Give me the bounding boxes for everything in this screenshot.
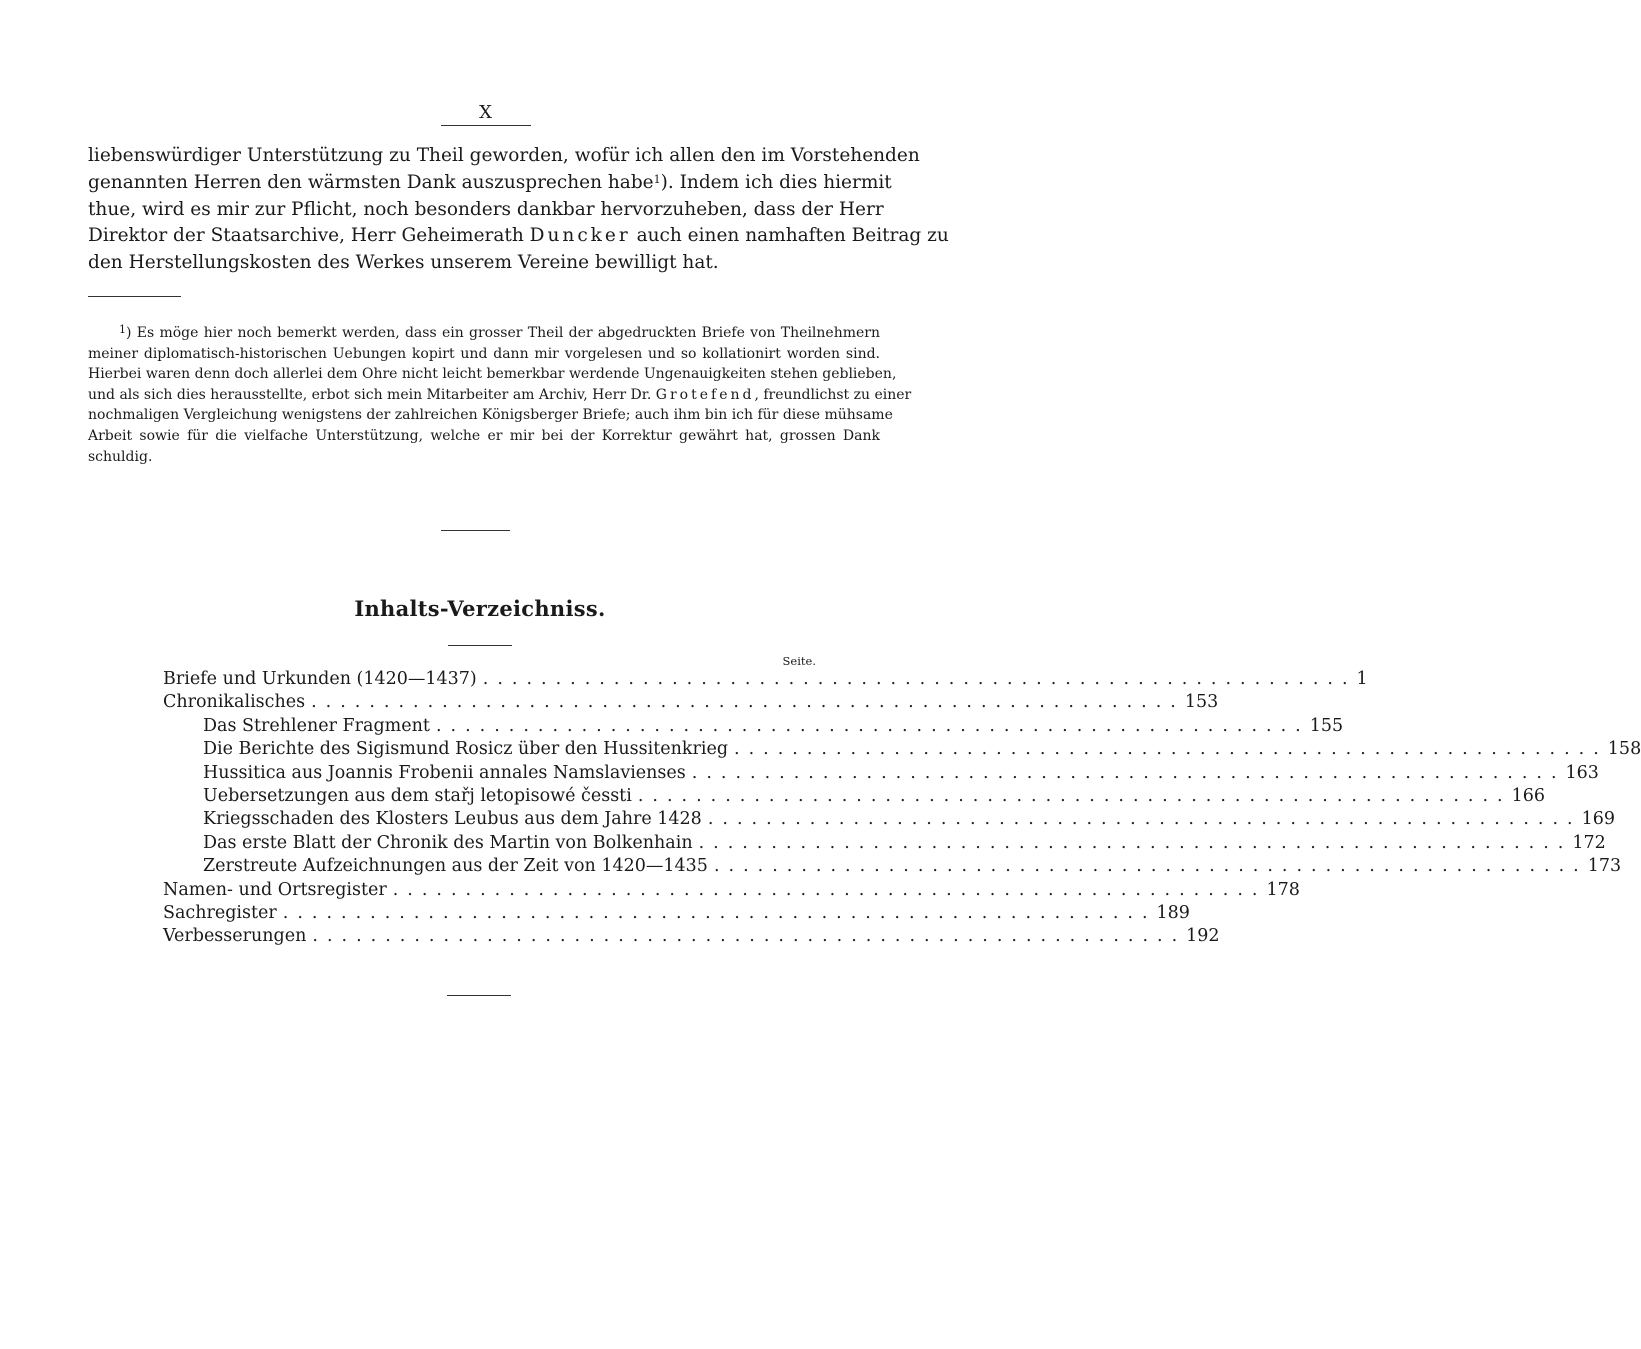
leader-dots: ............................................................ bbox=[312, 926, 1187, 947]
footnote-line: und als sich dies herausstellte, erbot sich mein Mitarbeiter am Archiv, Herr Dr. Grotefend, freundlichst zu einer bbox=[88, 386, 912, 403]
footnote-line: nochmaligen Vergleichung wenigstens der zahlreichen Königsberger Briefe; auch ihm bin ich für diese mühsame bbox=[88, 407, 893, 424]
leader-dots: ............................................................ bbox=[282, 902, 1157, 923]
leader-dots: ............................................................ bbox=[698, 832, 1573, 853]
toc-subentry[interactable]: Hussitica aus Joannis Frobenii annales Namslavienses ............................................................ 163 bbox=[163, 762, 815, 785]
footnote-reference[interactable]: 1 bbox=[653, 172, 661, 186]
closing-divider bbox=[447, 995, 511, 996]
toc-title-rule bbox=[448, 645, 512, 646]
leader-dots: ............................................................ bbox=[435, 715, 1310, 736]
leader-dots: ............................................................ bbox=[482, 669, 1357, 689]
toc-subentry[interactable]: Das erste Blatt der Chronik des Martin von Bolkenhain ............................................................ 172 bbox=[163, 832, 815, 855]
leader-dots: ............................................................ bbox=[637, 785, 1512, 806]
leader-dots: ............................................................ bbox=[734, 739, 1608, 760]
toc-entry[interactable]: Verbesserungen ............................................................ 192 bbox=[163, 925, 815, 948]
toc-entry[interactable]: Briefe und Urkunden (1420—1437) ............................................................ 1 bbox=[163, 668, 815, 691]
page-column-label: Seite. bbox=[782, 654, 816, 668]
toc-subentry[interactable]: Das Strehlener Fragment ............................................................ 155 bbox=[163, 715, 815, 738]
footnote-line: $^1$) Es möge hier noch bemerkt werden, dass ein grosser Theil der abgedruckten Briefe von Theilnehmern bbox=[119, 323, 880, 341]
page-number: X bbox=[479, 102, 493, 123]
footnote bbox=[88, 323, 912, 467]
leader-dots: ............................................................ bbox=[311, 692, 1185, 713]
table-of-contents bbox=[163, 668, 1641, 949]
body-line: thue, wird es mir zur Pflicht, noch besonders dankbar hervorzuheben, dass der Herr bbox=[88, 198, 884, 220]
header-rule bbox=[441, 125, 531, 126]
body-line: den Herstellungskosten des Werkes unserem Vereine bewilligt hat. bbox=[88, 252, 719, 274]
footnote-marker: 1 bbox=[119, 323, 126, 336]
name-duncker: Duncker bbox=[529, 225, 631, 247]
body-paragraph bbox=[88, 143, 949, 277]
toc-subentry[interactable]: Kriegsschaden des Klosters Leubus aus dem Jahre 1428 ............................................................ 169 bbox=[163, 808, 815, 831]
section-divider bbox=[441, 530, 510, 531]
toc-subentry[interactable]: Die Berichte des Sigismund Rosicz über den Hussitenkrieg ............................................................ 158 bbox=[163, 738, 815, 761]
body-line: genannten Herren den wärmsten Dank auszusprechen habe$^1$). Indem ich dies hiermit bbox=[88, 171, 892, 193]
footnote-line: Hierbei waren denn doch allerlei dem Ohre nicht leicht bemerkbar werdende Ungenauigkeiten stehen geblieben, bbox=[88, 366, 897, 383]
footnote-line: schuldig. bbox=[88, 448, 153, 465]
body-line: liebenswürdiger Unterstützung zu Theil geworden, wofür ich allen den im Vorstehenden bbox=[88, 145, 920, 166]
toc-entry[interactable]: Sachregister ............................................................ 189 bbox=[163, 902, 815, 925]
toc-subentry[interactable]: Zerstreute Aufzeichnungen aus der Zeit von 1420—1435 ............................................................ 173 bbox=[163, 855, 815, 878]
toc-title: Inhalts-Verzeichniss. bbox=[354, 596, 606, 621]
leader-dots: ............................................................ bbox=[713, 856, 1588, 877]
toc-subentry[interactable]: Uebersetzungen aus dem stařj letopisowé čessti ............................................................ 166 bbox=[163, 785, 815, 808]
leader-dots: ............................................................ bbox=[691, 762, 1566, 783]
name-grotefend: Grotefend bbox=[655, 386, 755, 403]
toc-entry[interactable]: Chronikalisches ............................................................ 153 bbox=[163, 691, 815, 714]
footnote-line: Arbeit sowie für die vielfache Unterstützung, welche er mir bei der Korrektur gewährt hat, grossen Dank bbox=[88, 427, 880, 444]
leader-dots: ............................................................ bbox=[392, 879, 1267, 900]
body-line: Direktor der Staatsarchive, Herr Geheimerath Duncker auch einen namhaften Beitrag zu bbox=[88, 225, 949, 247]
footnote-line: meiner diplomatisch-historischen Uebungen kopirt und dann mir vorgelesen und so kollationirt worden sind. bbox=[88, 345, 880, 362]
footnote-separator bbox=[88, 296, 181, 297]
leader-dots: ............................................................ bbox=[707, 809, 1582, 830]
toc-entry[interactable]: Namen- und Ortsregister ............................................................ 178 bbox=[163, 879, 815, 902]
